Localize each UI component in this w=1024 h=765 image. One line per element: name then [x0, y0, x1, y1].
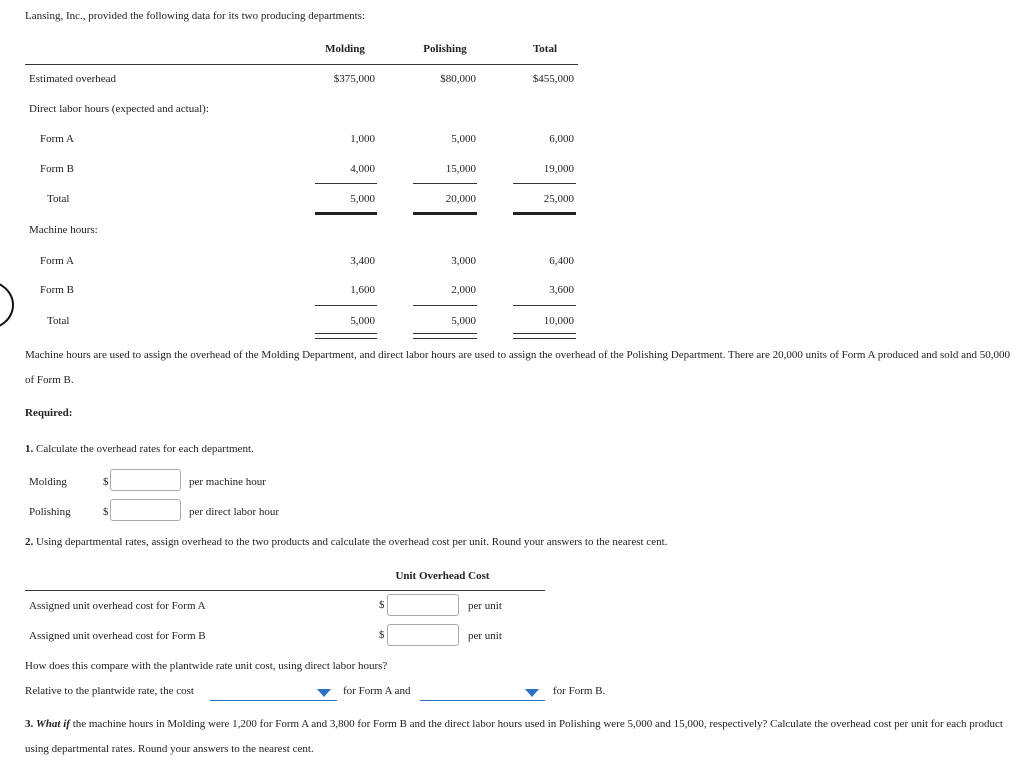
- required-label: Required:: [25, 407, 73, 419]
- q1-polishing-unit: per direct labor hour: [189, 506, 280, 518]
- header-molding: Molding: [325, 43, 365, 55]
- q3-what-if: What if: [36, 718, 70, 730]
- molding-rate-input[interactable]: [110, 469, 181, 491]
- chevron-down-icon: [317, 689, 331, 697]
- q2-form-a-unit: per unit: [468, 600, 502, 612]
- q2-compare-prefix: Relative to the plantwide rate, the cost: [25, 685, 194, 697]
- dlh-form-a-polishing: 5,000: [451, 133, 476, 145]
- dlh-total-rule-molding: [315, 212, 377, 215]
- mh-form-b-polishing: 2,000: [451, 284, 476, 296]
- q2-form-b-currency: $: [379, 629, 385, 641]
- cursor-circle-icon: [0, 280, 14, 330]
- header-rule: [25, 64, 578, 65]
- q2-unit-overhead-header: Unit Overhead Cost: [395, 570, 490, 582]
- header-polishing: Polishing: [423, 43, 467, 55]
- estimated-overhead-polishing: $80,000: [440, 73, 476, 85]
- mh-form-a-total: 6,400: [549, 255, 574, 267]
- dlh-form-b-polishing: 15,000: [445, 163, 476, 175]
- mh-subtotal-rule-polishing: [413, 305, 477, 306]
- dlh-form-a-total: 6,000: [549, 133, 574, 145]
- q1-number: 1.: [25, 443, 34, 455]
- q2-form-a-currency: $: [379, 599, 385, 611]
- q1-molding-label: Molding: [29, 476, 67, 488]
- mh-form-a-polishing: 3,000: [451, 255, 476, 267]
- dlh-form-b-total: 19,000: [543, 163, 574, 175]
- mh-total-molding: 5,000: [350, 315, 375, 327]
- dlh-subtotal-rule-molding: [315, 183, 377, 184]
- q2-compare-suffix: for Form B.: [553, 685, 606, 697]
- mh-form-b-molding: 1,600: [350, 284, 375, 296]
- q1-polishing-label: Polishing: [29, 506, 71, 518]
- mh-subtotal-rule-total: [513, 305, 576, 306]
- dlh-subtotal-rule-total: [513, 183, 576, 184]
- form-b-unit-cost-input[interactable]: [387, 624, 459, 646]
- q1-molding-unit: per machine hour: [189, 476, 266, 488]
- form-a-comparison-dropdown[interactable]: [210, 684, 337, 701]
- q1-text: Calculate the overhead rates for each department.: [36, 443, 254, 455]
- intro-text: Lansing, Inc., provided the following data for its two producing departments:: [25, 10, 366, 22]
- mh-total-double-rule-molding: [315, 333, 377, 339]
- dlh-form-b-molding: 4,000: [350, 163, 375, 175]
- mh-form-b-total: 3,600: [549, 284, 574, 296]
- mh-subtotal-rule-molding: [315, 305, 377, 306]
- dlh-form-a-molding: 1,000: [350, 133, 375, 145]
- header-total: Total: [532, 43, 558, 55]
- q2-prompt: [25, 536, 667, 548]
- polishing-rate-input[interactable]: [110, 499, 181, 521]
- q2-form-b-label: Assigned unit overhead cost for Form B: [29, 630, 206, 642]
- mh-total-label: Total: [47, 315, 70, 327]
- q2-form-b-unit: per unit: [468, 630, 502, 642]
- dlh-heading: Direct labor hours (expected and actual):: [29, 103, 209, 115]
- mh-total-double-rule-polishing: [413, 333, 477, 339]
- dlh-total-molding: 5,000: [350, 193, 375, 205]
- estimated-overhead-total: $455,000: [532, 73, 574, 85]
- q2-compare-question: How does this compare with the plantwide rate unit cost, using direct labor hours?: [25, 660, 388, 672]
- mh-form-a-molding: 3,400: [350, 255, 375, 267]
- q2-form-a-label: Assigned unit overhead cost for Form A: [29, 600, 206, 612]
- dlh-total-polishing: 20,000: [445, 193, 476, 205]
- mh-heading: Machine hours:: [29, 224, 98, 236]
- dlh-total-rule-total: [513, 212, 576, 215]
- mh-total-total: 10,000: [543, 315, 574, 327]
- mh-form-b-label: Form B: [40, 284, 74, 296]
- q1-polishing-currency: $: [103, 506, 109, 518]
- q2-header-rule: [25, 590, 545, 591]
- dlh-total-label: Total: [47, 193, 70, 205]
- chevron-down-icon: [525, 689, 539, 697]
- form-b-comparison-dropdown[interactable]: [420, 684, 545, 701]
- dlh-subtotal-rule-polishing: [413, 183, 477, 184]
- dlh-form-a-label: Form A: [40, 133, 74, 145]
- q3-number: 3.: [25, 718, 34, 730]
- mh-total-polishing: 5,000: [451, 315, 476, 327]
- dlh-total-rule-polishing: [413, 212, 477, 215]
- q2-text: Using departmental rates, assign overhead to the two products and calculate the overhead cost per unit. Round your answers to the nearest cent.: [36, 536, 668, 548]
- form-a-unit-cost-input[interactable]: [387, 594, 459, 616]
- q2-compare-mid: for Form A and: [343, 685, 411, 697]
- dlh-total-total: 25,000: [543, 193, 574, 205]
- q2-number: 2.: [25, 536, 34, 548]
- q1-prompt: [25, 443, 254, 455]
- q1-molding-currency: $: [103, 476, 109, 488]
- dlh-form-b-label: Form B: [40, 163, 74, 175]
- mh-total-double-rule-total: [513, 333, 576, 339]
- q3-paragraph: [25, 712, 1015, 762]
- estimated-overhead-molding: $375,000: [333, 73, 375, 85]
- mh-form-a-label: Form A: [40, 255, 74, 267]
- estimated-overhead-label: Estimated overhead: [29, 73, 117, 85]
- note-paragraph: Machine hours are used to assign the overhead of the Molding Department, and direct labor hours are used to assign the overhead of the Polishing Department. There are 20,000 units of Form A produced and sold and 50,000 of Form B.: [25, 349, 1010, 386]
- q3-text: the machine hours in Molding were 1,200 for Form A and 3,800 for Form B and the direct labor hours used in Polishing were 5,000 and 15,000, respectively? Calculate the overhead cost per unit for each product using departmental rates. Round your answers to the nearest cent.: [25, 718, 1003, 755]
